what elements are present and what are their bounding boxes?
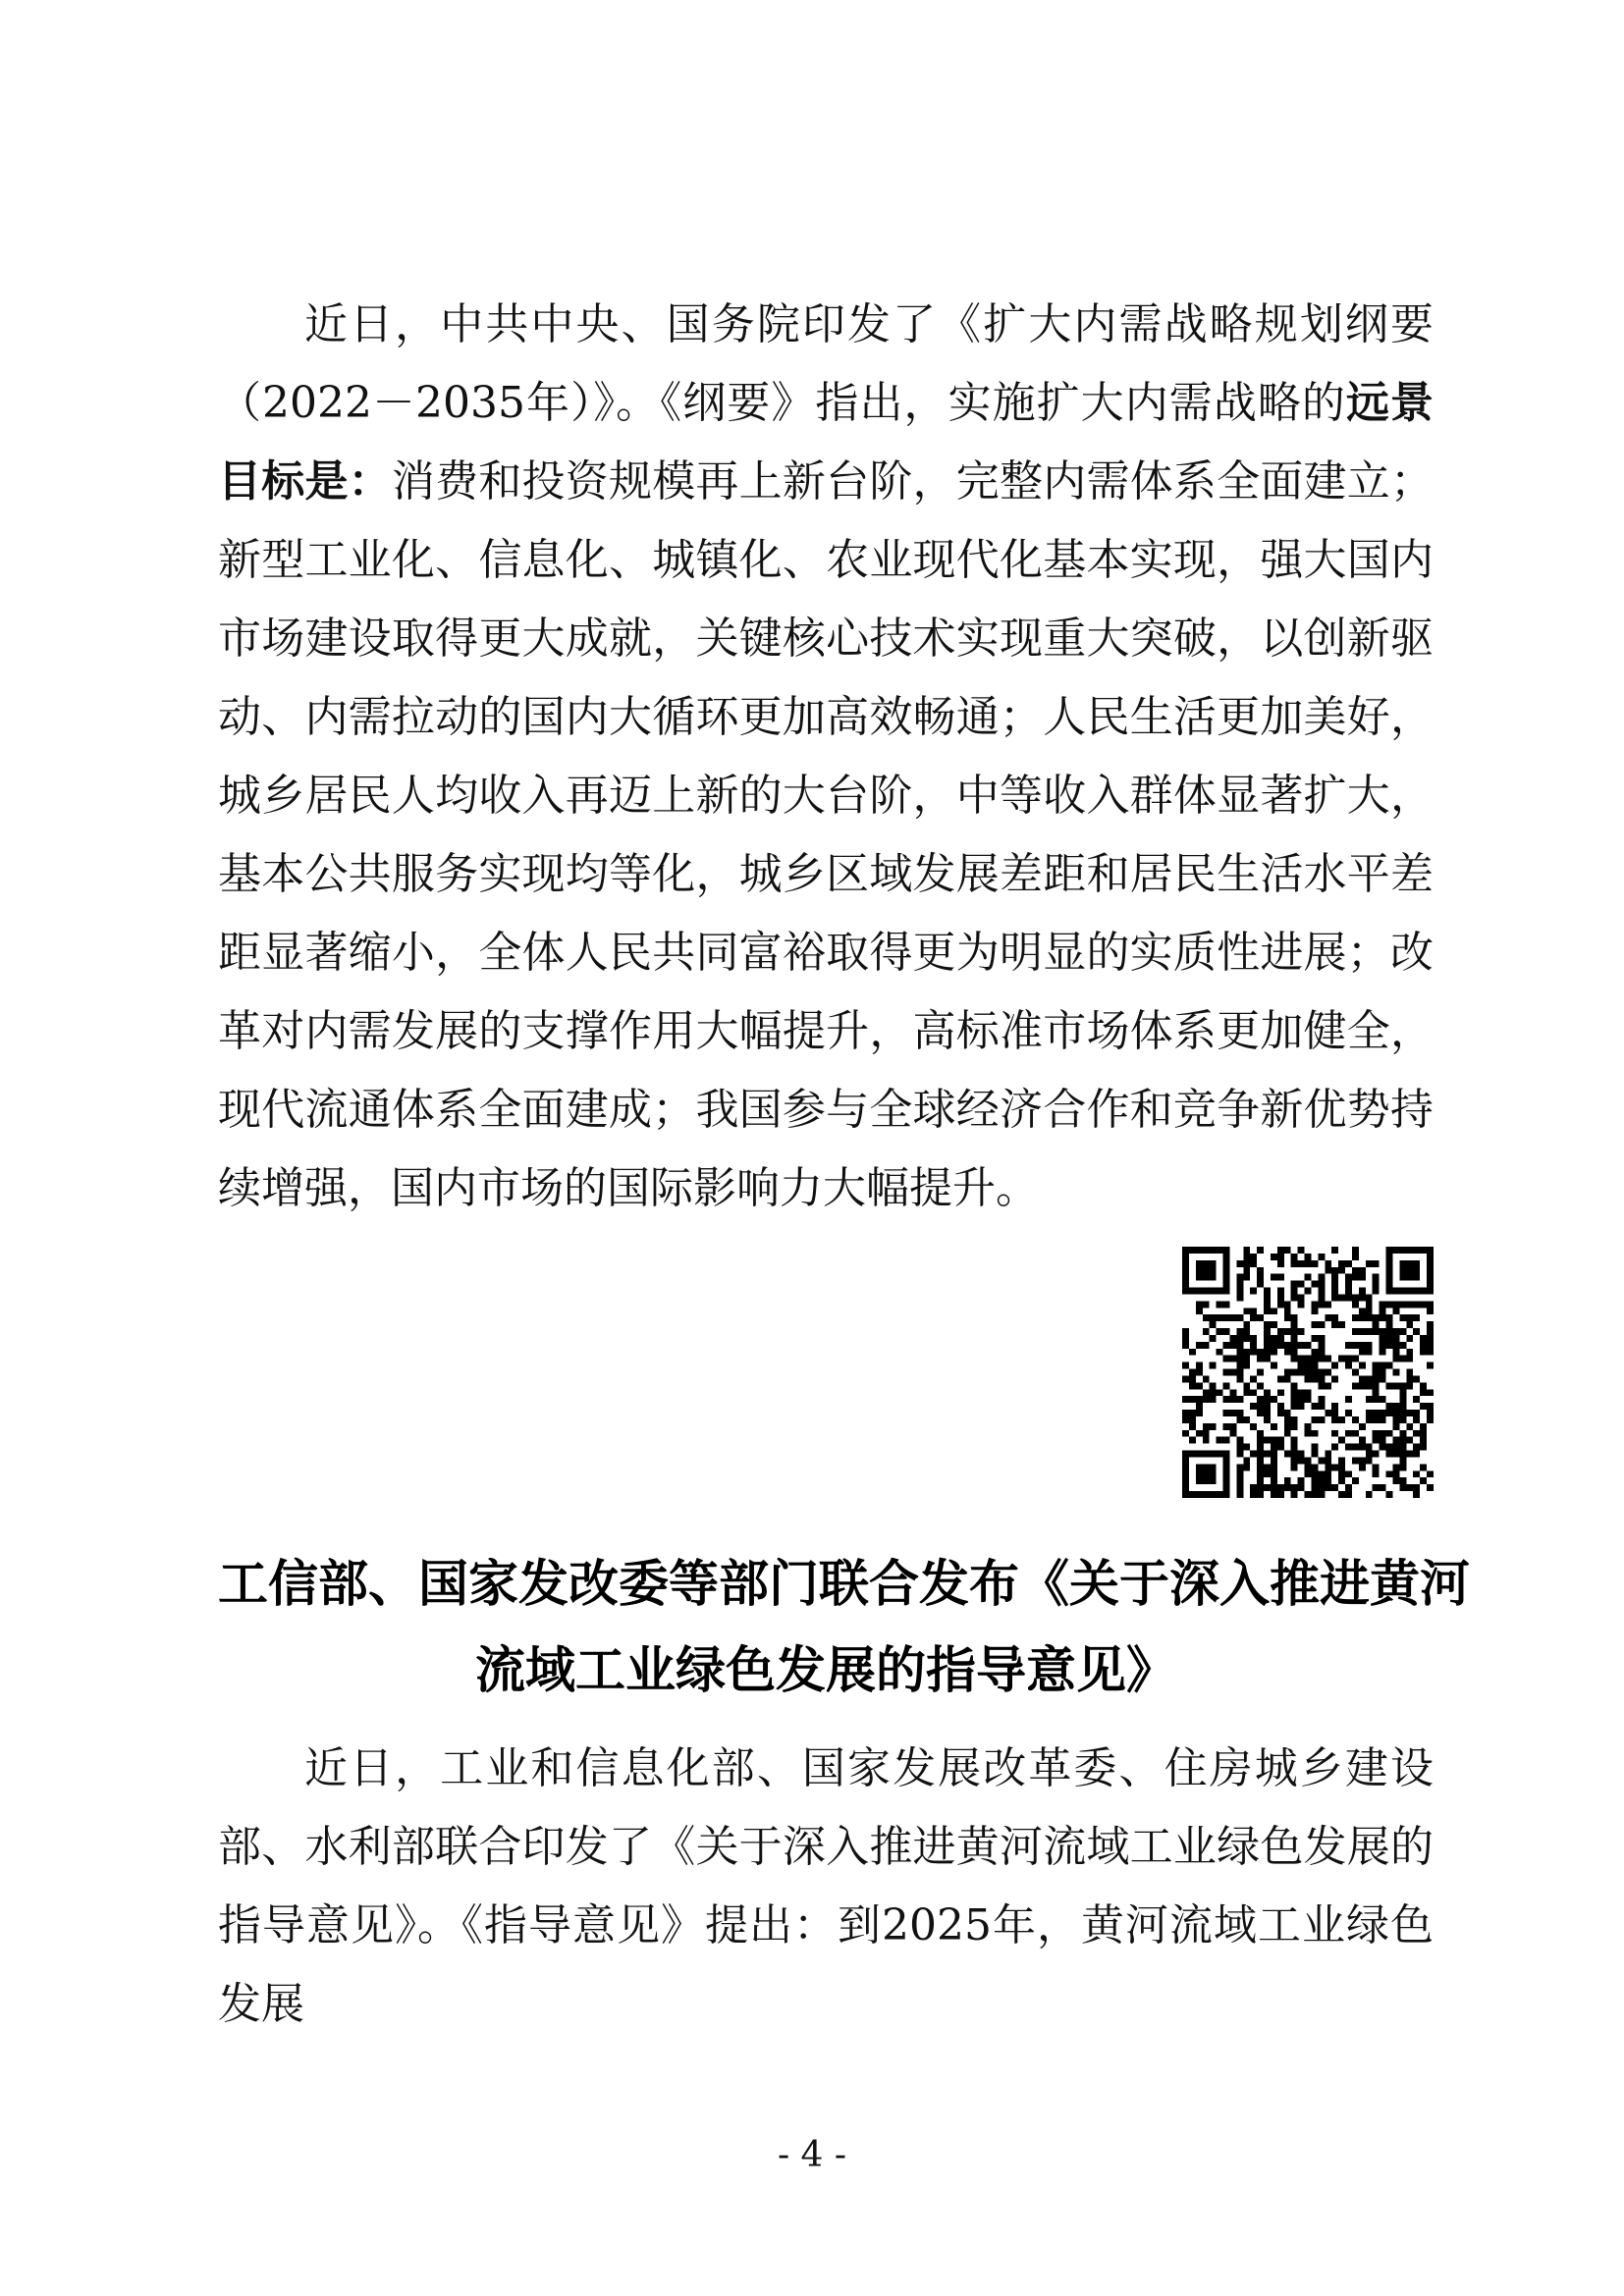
article2-title-line2: 流域工业绿色发展的指导意见》 — [474, 1641, 1176, 1700]
page-number: - 4 - — [777, 2135, 847, 2175]
article1-text-rest: 消费和投资规模再上新台阶，完整内需体系全面建立；新型工业化、信息化、城镇化、农业现代化基本实现，强大国内市场建设取得更大成就，关键核心技术实现重大突破，以创新驱动、内需拉动的国内大循环更加高效畅通；人民生活更加美好，城乡居民人均收入再迈上新的大台阶，中等收入群体显著扩大，基本公共服务实现均等化，城乡区域发展差距和居民生活水平差距显著缩小，全体人民共同富裕取得更为明显的实质性进展；改革对内需发展的支撑作用大幅提升，高标准市场体系更加健全，现代流通体系全面建成；我国参与全球经济合作和竞争新优势持续增强，国内市场的国际影响力大幅提升。 — [218, 456, 1434, 1213]
article1-paragraph — [218, 286, 1434, 1228]
article1-text-start: 近日，中共中央、国务院印发了《扩大内需战略规划纲要（2022－2035年）》。《纲要》指出，实施扩大内需战略的 — [218, 299, 1434, 428]
article2-title — [218, 1541, 1471, 1714]
article1-bold-label: 远景目标是： — [218, 378, 1434, 507]
article2-title-line1: 工信部、国家发改委等部门联合发布《关于深入推进黄河 — [218, 1555, 1471, 1614]
qr-code-icon — [1182, 1247, 1434, 1498]
article2-paragraph: 近日，工业和信息化部、国家发展改革委、住房城乡建设部、水利部联合印发了《关于深入推进黄河流域工业绿色发展的指导意见》。《指导意见》提出：到2025年，黄河流域工业绿色发展 — [218, 1743, 1434, 2029]
